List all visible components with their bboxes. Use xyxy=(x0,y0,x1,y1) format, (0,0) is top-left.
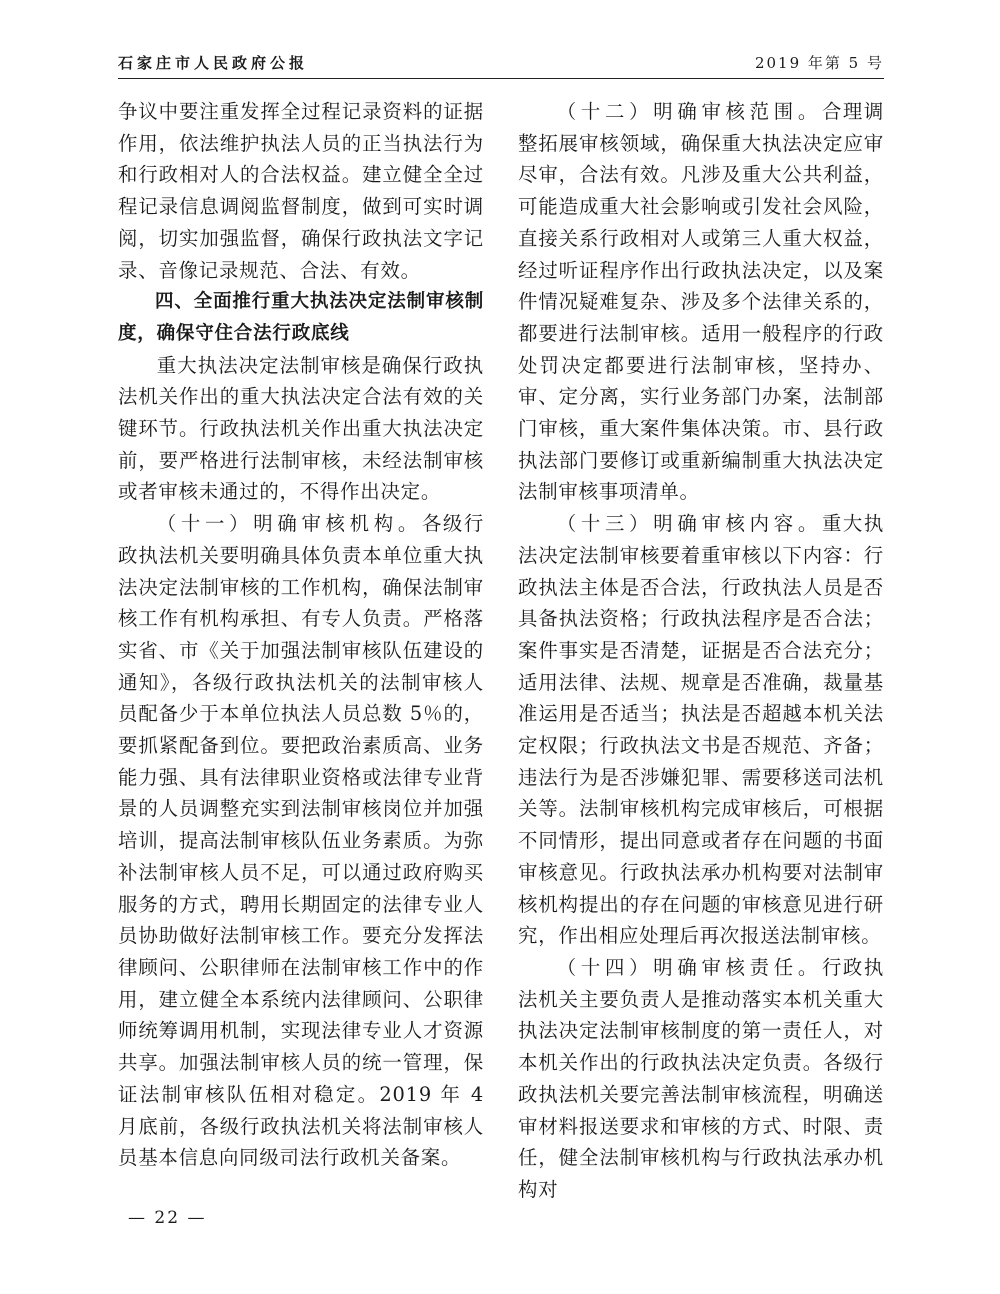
page-number: — 22 — xyxy=(128,1208,207,1228)
item-label: （十二）明确审核范围。 xyxy=(556,100,822,123)
left-column xyxy=(118,96,484,1174)
paragraph: 重大执法决定法制审核是确保行政执法机关作出的重大执法决定合法有效的关键环节。行政执法机关作出重大执法决定前，要严格进行法制审核，未经法制审核或者审核未通过的，不得作出决定。 xyxy=(118,353,484,504)
item-body: 各级行政执法机关要明确具体负责本单位重大执法决定法制审核的工作机构，确保法制审核工作有机构承担、有专人负责。严格落实省、市《关于加强法制审核队伍建设的通知》，各级行政执法机关的法制审核人员配备少于本单位执法人员总数 5％的，要抓紧配备到位。要把政治素质高、业务能力强、具有法律职业资格或法律专业背景的人员调整充实到法制审核岗位并加强培训，提高法制审核队伍业务素质。为弥补法制审核人员不足，可以通过政府购买服务的方式，聘用长期固定的法律专业人员协助做好法制审核工作。要充分发挥法律顾问、公职律师在法制审核工作中的作用，建立健全本系统内法律顾问、公职律师统筹调用机制，实现法律专业人才资源共享。加强法制审核人员的统一管理，保证法制审核队伍相对稳定。2019 年 4 月底前，各级行政执法机关将法制审核人员基本信息向同级司法行政机关备案。 xyxy=(118,512,485,1170)
issue-number: 2019 年第 5 号 xyxy=(754,54,884,72)
paragraph xyxy=(518,508,884,952)
item-body: 行政执法机关主要负责人是推动落实本机关重大执法决定法制审核制度的第一责任人，对本机关作出的行政执法决定负责。各级行政执法机关要完善法制审核流程，明确送审材料报送要求和审核的方式、时限、责任，健全法制审核机构与行政执法承办机构对 xyxy=(518,955,885,1201)
publication-title: 石家庄市人民政府公报 xyxy=(118,54,309,72)
paragraph xyxy=(518,96,884,508)
item-label: （十四）明确审核责任。 xyxy=(556,955,822,979)
item-body: 重大执法决定法制审核要着重审核以下内容：行政执法主体是否合法，行政执法人员是否具备执法资格；行政执法程序是否合法；案件事实是否清楚，证据是否合法充分；适用法律、法规、规章是否准确，裁量基准运用是否适当；执法是否超越本机关法定权限；行政执法文书是否规范、齐备；违法行为是否涉嫌犯罪、需要移送司法机关等。法制审核机构完成审核后，可根据不同情形，提出同意或者存在问题的书面审核意见。行政执法承办机构要对法制审核机构提出的存在问题的审核意见进行研究，作出相应处理后再次报送法制审核。 xyxy=(518,512,885,948)
header-rule xyxy=(118,78,884,79)
item-body: 合理调整拓展审核领域，确保重大执法决定应审尽审，合法有效。凡涉及重大公共利益，可能造成重大社会影响或引发社会风险，直接关系行政相对人或第三人重大权益，经过听证程序作出行政执法决定，以及案件情况疑难复杂、涉及多个法律关系的，都要进行法制审核。适用一般程序的行政处罚决定都要进行法制审核，坚持办、审、定分离，实行业务部门办案，法制部门审核，重大案件集体决策。市、县行政执法部门要修订或重新编制重大执法决定法制审核事项清单。 xyxy=(518,100,885,504)
paragraph xyxy=(518,952,884,1206)
item-label: （十一）明确审核机构。 xyxy=(156,512,422,536)
paragraph: 争议中要注重发挥全过程记录资料的证据作用，依法维护执法人员的正当执法行为和行政相对人的合法权益。建立健全全过程记录信息调阅监督制度，做到可实时调阅，切实加强监督，确保行政执法文字记录、音像记录规范、合法、有效。 xyxy=(118,100,484,282)
item-label: （十三）明确审核内容。 xyxy=(556,512,822,536)
paragraph xyxy=(118,508,484,1174)
page-header xyxy=(118,52,884,78)
section-heading: 四、全面推行重大执法决定法制审核制度，确保守住合法行政底线 xyxy=(118,291,484,344)
right-column xyxy=(518,96,884,1206)
